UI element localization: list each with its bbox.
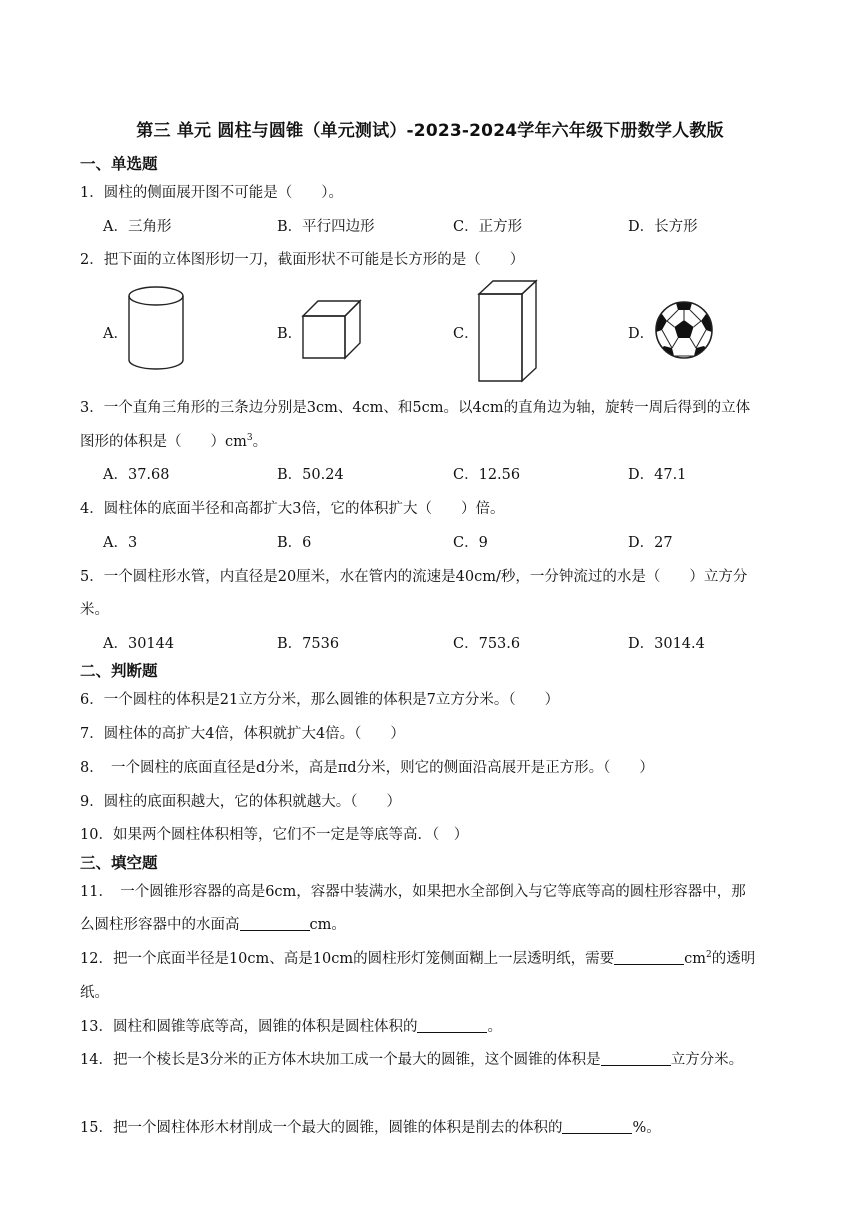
question-4-option-a: A．3: [103, 535, 138, 551]
question-2-label-c: C．: [453, 326, 479, 342]
question-5-option-b: B．7536: [277, 636, 340, 652]
question-11-line-2: 么圆柱形容器中的水面高 cm。: [80, 917, 346, 933]
question-2-text: 2．把下面的立体图形切一刀，截面形状不可能是长方形的是（ ）: [80, 252, 525, 268]
question-7-text: 7．圆柱体的高扩大4倍，体积就扩大4倍。（ ）: [80, 726, 405, 742]
question-5-line-2: 米。: [80, 602, 109, 618]
question-1-option-d: D．长方形: [628, 219, 698, 235]
question-13-text: 13．圆柱和圆锥等底等高，圆锥的体积是圆柱体积的 。: [80, 1019, 502, 1035]
section-heading-true-false: 二、判断题: [80, 662, 158, 680]
question-8-text: 8． 一个圆柱的底面直径是d分米，高是πd分米，则它的侧面沿高展开是正方形。（ ）: [80, 760, 654, 776]
question-10-text: 10．如果两个圆柱体积相等，它们不一定是等底等高．（ ）: [80, 827, 469, 843]
question-3-option-a: A．37.68: [103, 467, 170, 483]
answer-blank[interactable]: [601, 1051, 671, 1066]
question-5-option-a: A．30144: [103, 636, 175, 652]
question-9-text: 9．圆柱的底面积越大，它的体积就越大。（ ）: [80, 794, 401, 810]
question-1-option-b: B．平行四边形: [277, 219, 375, 235]
question-4-option-d: D．27: [628, 535, 673, 551]
answer-blank[interactable]: [240, 916, 310, 931]
cube-figure: [300, 298, 364, 362]
question-2-label-d: D．: [628, 326, 655, 342]
cuboid-figure: [476, 278, 540, 384]
soccer-ball-figure: [654, 300, 714, 360]
question-14-text: 14．把一个棱长是3分米的正方体木块加工成一个最大的圆锥，这个圆锥的体积是 立方分米。: [80, 1052, 744, 1068]
question-4-option-b: B．6: [277, 535, 312, 551]
question-2-label-a: A．: [103, 326, 128, 342]
question-15-text: 15．把一个圆柱体形木材削成一个最大的圆锥，圆锥的体积是削去的体积的 %。: [80, 1120, 661, 1136]
question-5-option-c: C．753.6: [453, 636, 521, 652]
question-4-option-c: C．9: [453, 535, 488, 551]
cylinder-figure: [126, 284, 186, 374]
answer-blank[interactable]: [417, 1018, 487, 1033]
question-1-option-a: A．三角形: [103, 219, 172, 235]
question-1-option-c: C．正方形: [453, 219, 523, 235]
question-3-line-2: 图形的体积是（ ）$cm^3$。: [80, 433, 268, 450]
question-1-text: 1．圆柱的侧面展开图不可能是（ ）。: [80, 185, 343, 201]
question-12-line-1: 12．把一个底面半径是10cm、高是10cm的圆柱形灯笼侧面糊上一层透明纸，需要 $cm^2$的透明: [80, 950, 756, 967]
section-heading-single-choice: 一、单选题: [80, 155, 158, 173]
question-3-option-b: B．50.24: [277, 467, 344, 483]
answer-blank[interactable]: [562, 1119, 632, 1134]
question-11-line-1: 11． 一个圆锥形容器的高是6cm，容器中装满水，如果把水全部倒入与它等底等高的圆柱形容器中，那: [80, 884, 746, 900]
page-title: 第三 单元 圆柱与圆锥（单元测试）-2023-2024学年六年级下册数学人教版: [136, 121, 724, 141]
question-3-option-d: D．47.1: [628, 467, 687, 483]
question-3-line-1: 3．一个直角三角形的三条边分别是3cm、4cm、和5cm。以4cm的直角边为轴，旋转一周后得到的立体: [80, 400, 751, 416]
question-3-option-c: C．12.56: [453, 467, 521, 483]
question-5-line-1: 5．一个圆柱形水管，内直径是20厘米，水在管内的流速是40cm/秒，一分钟流过的水是（ ）立方分: [80, 569, 748, 585]
question-4-text: 4．圆柱体的底面半径和高都扩大3倍，它的体积扩大（ ）倍。: [80, 501, 505, 517]
section-heading-fill-in: 三、填空题: [80, 854, 158, 872]
answer-blank[interactable]: [614, 950, 684, 965]
question-2-label-b: B．: [277, 326, 303, 342]
question-12-line-2: 纸。: [80, 985, 109, 1001]
question-6-text: 6．一个圆柱的体积是21立方分米，那么圆锥的体积是7立方分米。（ ）: [80, 692, 560, 708]
question-5-option-d: D．3014.4: [628, 636, 705, 652]
